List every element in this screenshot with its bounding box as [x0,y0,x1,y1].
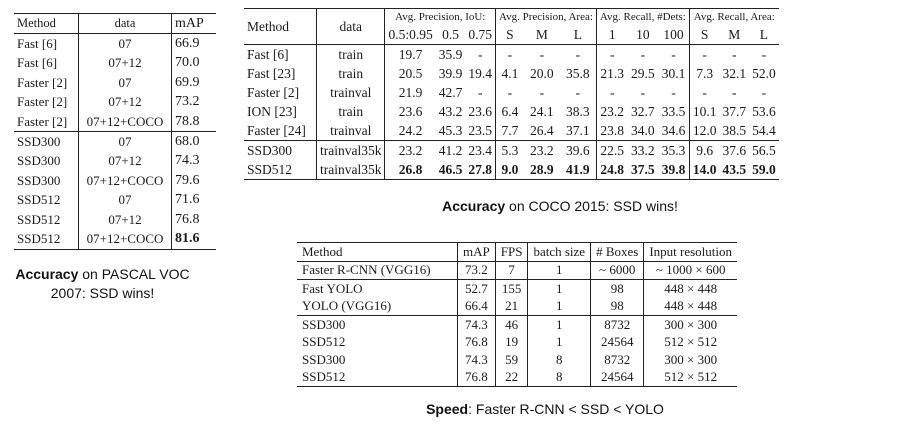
coco-cell-value: - [539,84,545,100]
voc-cell-method: Faster [2] [17,113,68,129]
coco-subheader: L [759,26,769,42]
voc-cell-method: SSD300 [17,172,61,188]
voc-row [14,34,216,54]
coco-cell-value: 28.9 [524,160,560,180]
voc-cell-map: 70.0 [175,55,200,71]
coco-cell-value: - [596,83,627,102]
coco-subheader: S [689,25,719,45]
voc-cell-method: SSD300 [17,153,61,169]
coco-cell-value: - [477,84,483,100]
coco-subheader: 100 [663,26,684,42]
coco-cell-value: - [496,83,524,102]
coco-cell-value: 35.8 [566,65,590,81]
speed-cell-fps: 22 [495,369,528,387]
speed-row [297,280,737,298]
voc-cell-map: 71.6 [175,192,200,208]
voc-results-table [14,13,216,250]
speed-cell-batch: 1 [528,280,591,298]
voc-caption [0,265,205,303]
coco-cell-value: 43.5 [719,160,749,180]
coco-cell-value: - [640,84,646,100]
coco-cell-value: 39.6 [560,141,597,161]
speed-cell-fps: 21 [495,298,528,316]
coco-cell-value: 9.0 [496,160,524,180]
voc-cell-map: 81.6 [172,229,217,249]
speed-cell-map: 52.7 [458,280,496,298]
coco-cell-value: - [671,84,676,100]
coco-row [244,121,779,141]
voc-row [14,191,216,210]
coco-caption [400,198,720,214]
coco-header-ar-area: Avg. Recall, Area: [689,9,778,26]
coco-cell-data: trainval [317,121,385,141]
speed-caption [390,401,700,417]
voc-cell-method: SSD512 [17,192,61,208]
coco-cell-value: 30.1 [661,65,686,81]
speed-cell-fps: 59 [495,351,528,369]
voc-cell-method: SSD512 [14,229,79,249]
coco-row [244,64,779,83]
speed-cell-map: 73.2 [458,261,496,280]
coco-header-ar-dets: Avg. Recall, #Dets: [596,9,689,26]
coco-row [244,45,779,65]
coco-cell-value: 35.9 [438,46,463,62]
speed-cell-fps: 7 [495,261,528,280]
coco-cell-value: 6.4 [496,102,524,121]
voc-row [14,210,216,229]
coco-caption-text: on COCO 2015: SSD wins! [505,198,678,214]
coco-cell-value: 21.3 [596,64,627,83]
coco-header-method: Method [247,18,289,34]
coco-subheader: 0.5 [442,26,459,42]
speed-row [297,261,737,280]
voc-cell-data: 07 [79,34,172,54]
coco-cell-value: 37.7 [722,103,747,119]
coco-cell-value: - [732,46,737,62]
voc-cell-data: 07+12 [79,210,172,229]
coco-subheader: 0.75 [468,26,492,42]
voc-row [14,132,216,152]
coco-cell-value: 12.0 [689,121,719,141]
speed-cell-boxes: 24564 [591,369,644,387]
speed-cell-boxes: 8732 [591,316,644,334]
coco-cell-value: 24.2 [385,121,436,141]
speed-cell-map: 66.4 [458,298,496,316]
coco-cell-value: 24.8 [596,160,627,180]
coco-cell-method: Faster [2] [247,84,300,100]
speed-cell-method: SSD300 [297,316,458,334]
coco-cell-value: 34.6 [661,122,686,138]
speed-cell-batch: 1 [528,316,591,334]
coco-cell-value: 26.4 [530,122,554,138]
voc-cell-data: 07+12+COCO [79,229,172,249]
speed-header-batch: batch size [528,243,591,262]
coco-cell-value: - [732,84,737,100]
speed-row [297,369,737,387]
speed-cell-boxes: 8732 [591,351,644,369]
coco-cell-method: Faster [24] [247,122,306,138]
speed-cell-boxes: ~ 6000 [591,261,644,280]
voc-cell-map: 68.0 [172,132,217,152]
voc-row [14,93,216,112]
coco-cell-value: 23.5 [468,122,492,138]
coco-cell-value: 37.6 [719,141,749,161]
coco-cell-value: 38.5 [722,122,747,138]
coco-cell-value: 33.2 [628,141,659,161]
voc-caption-bold: Accuracy [15,266,79,282]
voc-cell-method: SSD512 [17,211,61,227]
speed-header-boxes: # Boxes [591,243,644,262]
coco-cell-value: 21.9 [385,83,436,102]
coco-cell-value: - [575,46,581,62]
coco-cell-value: 39.8 [658,160,689,180]
speed-row [297,316,737,334]
coco-cell-value: 56.5 [749,141,779,161]
coco-cell-data: trainval [317,83,385,102]
speed-header-row [297,243,737,262]
voc-cell-data: 07+12+COCO [79,171,172,190]
speed-cell-boxes: 98 [591,280,644,298]
coco-cell-value: 23.6 [385,102,436,121]
coco-cell-value: 7.3 [689,64,719,83]
voc-caption-text: on PASCAL VOC 2007: SSD wins! [50,266,190,301]
speed-cell-res: 512 × 512 [644,334,737,352]
coco-cell-value: 32.7 [631,103,655,119]
coco-subheader: 0.5:0.95 [385,25,436,45]
coco-caption-bold: Accuracy [442,198,506,214]
coco-cell-value: 22.5 [596,141,627,161]
voc-row [14,152,216,171]
coco-cell-value: 39.9 [438,65,463,81]
coco-cell-value: 27.8 [465,160,495,180]
coco-row [244,102,779,121]
speed-cell-method: SSD300 [302,351,346,367]
coco-cell-value: 34.0 [631,122,655,138]
speed-cell-boxes: 98 [591,298,644,316]
coco-cell-value: - [596,45,627,65]
speed-header-resolution: Input resolution [644,243,737,262]
speed-cell-res: ~ 1000 × 600 [644,261,737,280]
voc-cell-data: 07 [79,191,172,210]
voc-header-method: Method [14,14,79,34]
voc-cell-method: Fast [6] [17,55,58,71]
coco-cell-value: - [671,46,676,62]
speed-cell-fps: 46 [495,316,528,334]
coco-cell-value: 14.0 [689,160,719,180]
speed-cell-boxes: 24564 [591,334,644,352]
coco-cell-method: Fast [6] [247,46,289,62]
coco-subheader: M [535,26,548,42]
speed-cell-map: 74.3 [458,316,496,334]
coco-cell-value: 20.5 [385,64,436,83]
coco-cell-value: 23.2 [596,102,627,121]
voc-cell-data: 07+12 [79,93,172,112]
coco-results-table [244,8,779,180]
coco-cell-value: 37.5 [628,160,659,180]
coco-subheader: 1 [596,25,627,45]
speed-header-map: mAP [458,243,496,262]
voc-header-map: mAP [172,14,217,34]
coco-cell-value: - [539,46,545,62]
voc-cell-map: 73.2 [175,94,200,110]
coco-cell-method: SSD300 [244,141,317,161]
coco-cell-value: 46.5 [436,160,466,180]
voc-cell-map: 78.8 [175,113,200,129]
coco-cell-value: 9.6 [689,141,719,161]
coco-cell-value: - [761,46,767,62]
speed-row [297,298,737,316]
coco-cell-value: 23.2 [524,141,560,161]
coco-cell-value: 20.0 [530,65,554,81]
coco-row [244,160,779,180]
voc-cell-map: 69.9 [175,74,200,90]
voc-cell-data: 07+12+COCO [79,112,172,132]
speed-cell-batch: 8 [528,369,591,387]
coco-cell-data: train [317,102,385,121]
voc-cell-method: Fast [6] [17,36,58,52]
speed-cell-map: 74.3 [458,351,496,369]
speed-cell-map: 76.8 [458,369,496,387]
coco-cell-value: 52.0 [752,65,776,81]
coco-subheader: S [496,25,524,45]
coco-cell-value: - [689,45,719,65]
coco-cell-value: - [689,83,719,102]
speed-row [297,334,737,352]
coco-cell-data: trainval35k [317,141,385,161]
coco-row [244,83,779,102]
coco-cell-value: 42.7 [438,84,463,100]
speed-cell-res: 448 × 448 [644,298,737,316]
coco-cell-value: 33.5 [661,103,686,119]
voc-row [14,54,216,73]
coco-subheader: M [728,26,741,42]
coco-cell-method: ION [23] [247,103,297,119]
coco-cell-value: 43.2 [438,103,463,119]
speed-cell-res: 512 × 512 [644,369,737,387]
coco-cell-data: train [317,45,385,65]
voc-row [14,73,216,92]
coco-cell-value: 41.2 [436,141,466,161]
speed-cell-method: Fast YOLO [302,280,363,296]
voc-cell-map: 76.8 [175,211,200,227]
coco-cell-value: 38.3 [566,103,590,119]
voc-cell-data: 07 [79,73,172,92]
coco-cell-value: 23.6 [468,103,492,119]
coco-header-ap-area: Avg. Precision, Area: [496,9,597,26]
coco-cell-value: 45.3 [438,122,463,138]
coco-cell-value: 53.6 [752,103,776,119]
coco-cell-value: 37.1 [566,122,590,138]
coco-row [244,141,779,161]
speed-row [297,351,737,369]
coco-cell-value: - [496,45,524,65]
coco-cell-value: 29.5 [631,65,655,81]
voc-cell-method: Faster [2] [17,74,68,90]
coco-cell-value: - [640,46,646,62]
voc-cell-map: 66.9 [175,36,200,52]
speed-cell-fps: 155 [495,280,528,298]
coco-subheader: 10 [636,26,650,42]
coco-cell-value: 10.1 [689,102,719,121]
coco-subheader: L [573,26,582,42]
speed-caption-text: : Faster R-CNN < SSD < YOLO [468,401,664,417]
coco-cell-value: 24.1 [530,103,554,119]
coco-cell-value: 4.1 [496,64,524,83]
speed-cell-batch: 8 [528,351,591,369]
coco-header-group-row [244,9,779,26]
speed-cell-res: 300 × 300 [644,316,737,334]
speed-cell-batch: 1 [528,334,591,352]
coco-cell-value: 41.9 [560,160,597,180]
coco-cell-value: 32.1 [722,65,747,81]
voc-row [14,229,216,249]
coco-header-ap-iou: Avg. Precision, IoU: [385,9,496,26]
voc-header-row [14,14,216,34]
coco-cell-value: 23.8 [596,121,627,141]
coco-cell-value: - [477,46,483,62]
speed-cell-method: YOLO (VGG16) [302,298,392,314]
voc-cell-map: 74.3 [175,153,200,169]
speed-cell-res: 300 × 300 [644,351,737,369]
coco-cell-value: 23.2 [385,141,436,161]
coco-cell-value: 19.4 [468,65,492,81]
coco-header-data: data [317,9,385,45]
coco-cell-value: 59.0 [749,160,779,180]
coco-cell-value: 35.3 [658,141,689,161]
coco-cell-data: trainval35k [317,160,385,180]
speed-caption-bold: Speed [426,401,469,417]
voc-cell-method: Faster [2] [17,94,68,110]
voc-header-data: data [79,14,172,34]
speed-cell-method: SSD512 [302,334,346,350]
speed-header-method: Method [297,243,458,262]
coco-cell-value: 7.7 [496,121,524,141]
voc-row [14,112,216,132]
coco-cell-value: 5.3 [496,141,524,161]
voc-cell-map: 79.6 [175,172,200,188]
speed-cell-batch: 1 [528,298,591,316]
voc-cell-data: 07 [79,132,172,152]
coco-cell-value: - [575,84,581,100]
coco-cell-data: train [317,64,385,83]
voc-cell-data: 07+12 [79,54,172,73]
voc-cell-data: 07+12 [79,152,172,171]
speed-results-table [297,242,737,387]
coco-cell-value: 54.4 [752,122,776,138]
coco-cell-method: SSD512 [244,160,317,180]
coco-cell-method: Fast [23] [247,65,296,81]
speed-cell-method: Faster R-CNN (VGG16) [297,261,458,280]
speed-cell-res: 448 × 448 [644,280,737,298]
speed-cell-batch: 1 [528,261,591,280]
voc-row [14,171,216,190]
coco-cell-value: 23.4 [465,141,495,161]
coco-cell-value: - [761,84,767,100]
coco-cell-value: 26.8 [385,160,436,180]
speed-cell-fps: 19 [495,334,528,352]
voc-cell-method: SSD300 [14,132,79,152]
speed-header-fps: FPS [495,243,528,262]
coco-cell-value: 19.7 [385,45,436,65]
speed-cell-method: SSD512 [297,369,458,387]
speed-cell-map: 76.8 [458,334,496,352]
